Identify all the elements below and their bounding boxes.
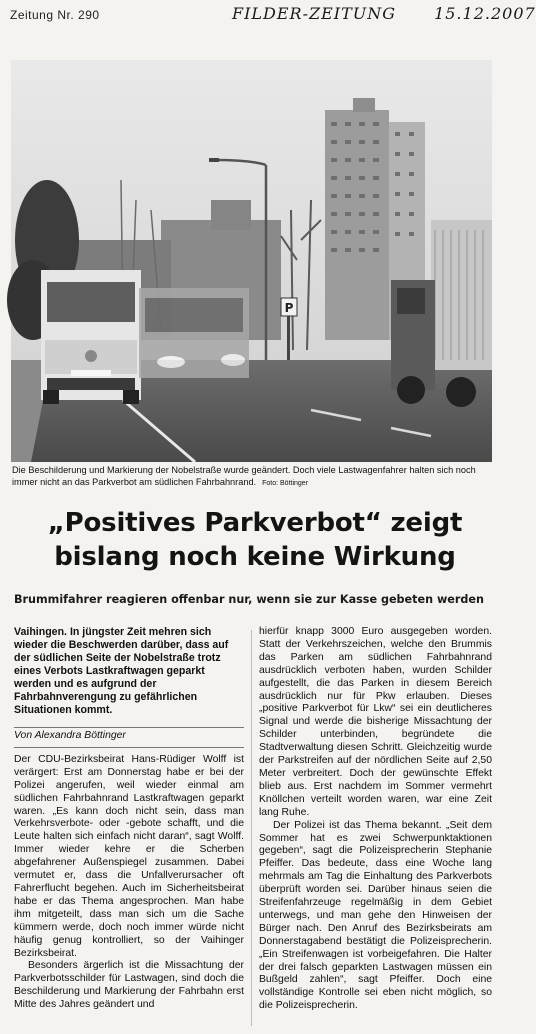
caption-text: Die Beschilderung und Markierung der Nobelstraße wurde geändert. Doch viele Lastwagenfahrer halten sich noch immer nicht an das Parkverbot am südlichen Fahrbahnrand. (12, 465, 476, 487)
truck-front (41, 270, 141, 404)
photo-caption (12, 464, 492, 490)
body-paragraph: hierfür knapp 3000 Euro ausgegeben worden. Statt der Verkehrszeichen, welche den Brummis das Parken am südlichen Fahrbahnrand ausdrücklich verboten haben, wurden Schilder aufgestellt, die das Parken in diesem Bereich ausdrücklich nur für Pkw erlauben. Dieses „positive Parkverbot für Lkw“ sei ein deutlicheres Signal und werde die bisherige Missachtung der Schilder unterbinden, begründete die Stadtverwaltung diesen Schritt. Gleichzeitig wurde der Parkstreifen auf der nördlichen Seite auf 2,50 Meter verbreitert. Doch der gewünschte Effekt blieb aus. Erst nachdem im Sommer vermehrt Knöllchen verteilt worden waren, war eine Zeit lang Ruhe. (259, 626, 492, 818)
photo-credit: Foto: Böttinger (262, 480, 309, 487)
body-paragraph: Besonders ärgerlich ist die Missachtung der Parkverbotsschilder für Lastwagen, sind doch die Beschilderung und Markierung der Fahrbahn erst Mitte des Jahres geändert und (14, 960, 244, 1011)
article-column-left (14, 626, 244, 1012)
article-photo (11, 60, 492, 462)
handwritten-date: 15.12.2007 (434, 4, 536, 23)
masthead (10, 4, 536, 30)
lead-text: In jüngster Zeit mehren sich wieder die Beschwerden darüber, dass auf der südlichen Seite der Nobelstraße trotz eines Verbots Lastkraftwagen geparkt werden und es aufgrund der Fahrbahnverengung zu gefährlichen Situationen kommt. (14, 626, 229, 716)
paper-issue-label: Zeitung Nr. 290 (10, 8, 100, 22)
body-paragraph: Der CDU-Bezirksbeirat Hans-Rüdiger Wolff ist verärgert: Erst am Donnerstag habe er bei der Polizei angerufen, weil wieder einmal am südlichen Fahrbahnrand Lastkraftwagen geparkt waren. „Es kann doch nicht sein, dass man Verkehrsverbote- oder -gebote schafft, und die Leute halten sich einfach nicht daran“, sagt Wolff. Immer wieder kehre er die Scherben abgefahrener Außenspiegel zusammen. Dabei vermutet er, dass die Unfallverursacher oft Fahrerflucht begehen. Auch im Sicherheitsbeirat habe er das Thema angesprochen. Man habe ihm mitgeteilt, dass man sich um die Sache kümmern werde, doch noch immer würde nicht häufig genug kontrolliert, so der Vaihinger Bezirksbeirat. (14, 753, 244, 959)
parking-sign-text: P (284, 301, 294, 315)
truck-moving (139, 288, 249, 378)
lead-location: Vaihingen. (14, 626, 67, 638)
article-column-right (259, 626, 492, 1013)
article-subheadline: Brummifahrer reagieren offenbar nur, wenn sie zur Kasse gebeten werden (14, 593, 484, 606)
handwritten-source: FILDER-ZEITUNG (232, 4, 397, 23)
body-paragraph: Der Polizei ist das Thema bekannt. „Seit dem Sommer hat es zwei Schwerpunktaktionen gegeben“, sagt die Polizeisprecherin Stephanie Pfeiffer. Das bedeute, dass eine Woche lang mehrmals am Tag die Einhaltung des Parkverbots überprüft worden sei. Darüber hinaus seien die Streifenfahrzeuge regelmäßig in dem Gebiet unterwegs, und man gehe den Hinweisen der Bürger nach. Den Anruf des Bezirksbeirats am Donnerstagabend bestätigt die Polizeisprecherin. „Ein Streifenwagen ist vorbeigefahren. Die Halter der drei falsch geparkten Lastwagen müssen ein Bußgeld zahlen“, sagt Pfeiffer. Doch eine vollständige Kontrolle sei eben nicht möglich, so die Polizeisprecherin. (259, 819, 492, 1012)
article-headline: „Positives Parkverbot“ zeigt bislang noch keine Wirkung (47, 508, 463, 572)
column-divider (251, 630, 252, 1026)
article-lead (14, 626, 244, 717)
author-byline: Von Alexandra Böttinger (14, 727, 244, 748)
handwritten-annotation (232, 4, 536, 23)
